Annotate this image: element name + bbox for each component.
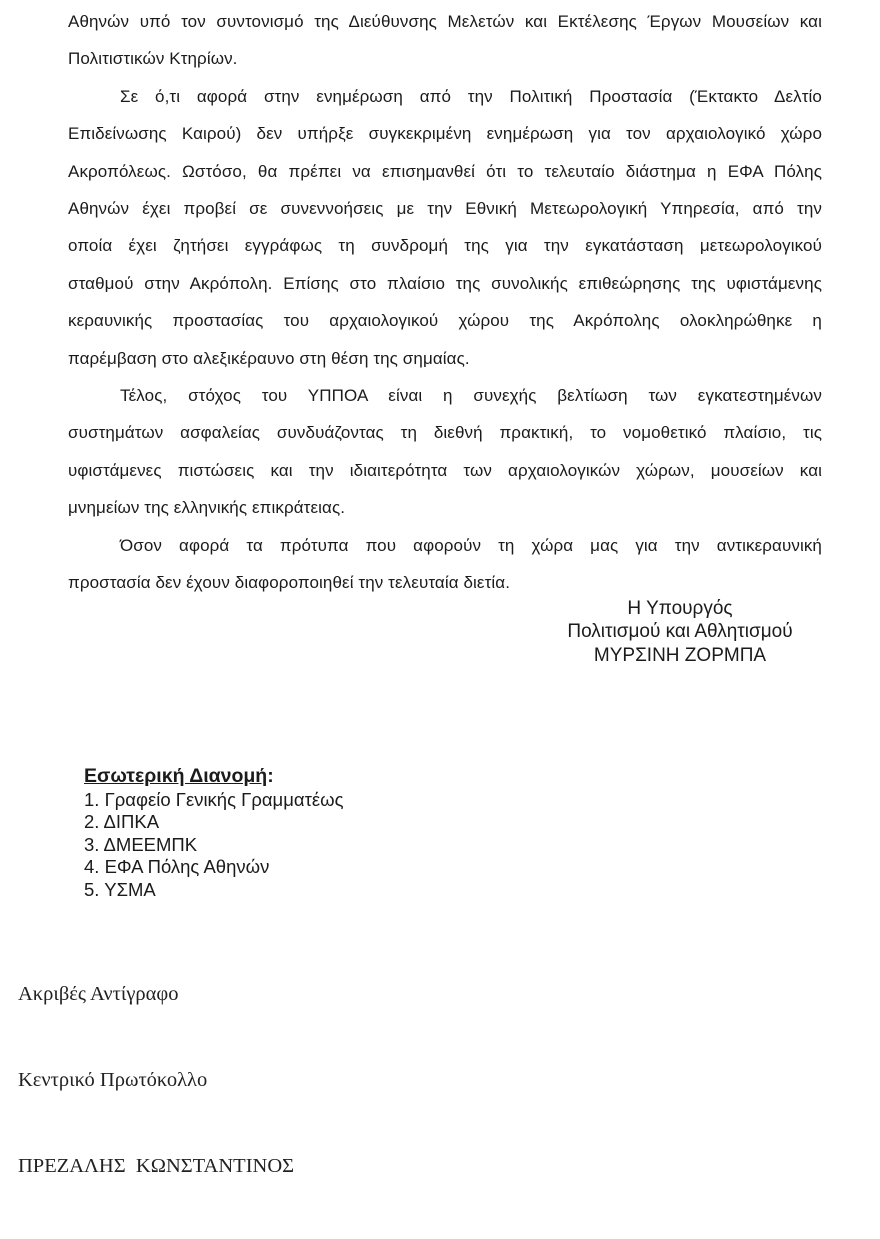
body-line: Όσον αφορά τα πρότυπα που αφορούν τη χώρα μας για την αντικεραυνική [120,535,822,555]
body-line: Αθηνών υπό τον συντονισμό της Διεύθυνσης Μελετών και Εκτέλεσης Έργων Μουσείων και [68,12,822,31]
internal-distribution-heading-text: Εσωτερική Διανομή [84,765,268,787]
body-line: οποία έχει ζητήσει εγγράφως τη συνδρομή της για την εγκατάσταση μετεωρολογικού [68,236,822,256]
signatory-name: ΜΥΡΣΙΝΗ ΖΟΡΜΠΑ [593,644,767,666]
body-line: κεραυνικής προστασίας του αρχαιολογικού χώρου της Ακρόπολης ολοκληρώθηκε η [68,311,822,331]
body-line: παρέμβαση στο αλεξικέραυνο στη θέση της σημαίας. [68,348,470,368]
body-line: υφιστάμενες πιστώσεις και την ιδιαιτερότητα των αρχαιολογικών χώρων, μουσείων και [68,460,822,480]
body-line: Σε ό,τι αφορά στην ενημέρωση από την Πολιτική Προστασία (Έκτακτο Δελτίο [120,86,822,106]
letter-body [68,3,822,602]
body-line: Ακροπόλεως. Ωστόσο, θα πρέπει να επισημανθεί ότι το τελευταίο διάστημα η ΕΦΑ Πόλης [68,161,822,181]
internal-distribution-heading-colon: : [267,765,274,787]
central-protocol-label: Κεντρικό Πρωτόκολλο [18,1068,208,1091]
body-line: μνημείων της ελληνικής επικράτειας. [68,498,346,518]
signature-block [525,597,835,667]
distribution-item: 2. ΔΙΠΚΑ [84,811,160,833]
certifying-officer-name: ΠΡΕΖΑΛΗΣ ΚΩΝΣΤΑΝΤΙΝΟΣ [18,1155,295,1178]
body-line: Επιδείνωσης Καιρού) δεν υπήρξε συγκεκριμένη ενημέρωση για τον αρχαιολογικό χώρο [68,124,822,144]
certification-block [18,922,294,1239]
body-line: Αθηνών έχει προβεί σε συνεννοήσεις με την Εθνική Μετεωρολογική Υπηρεσία, από την [68,199,822,219]
signatory-ministry: Πολιτισμού και Αθλητισμού [567,621,793,643]
certified-copy-label: Ακριβές Αντίγραφο [18,982,179,1005]
distribution-item: 3. ΔΜΕΕΜΠΚ [84,833,198,855]
body-line: Πολιτιστικών Κτηρίων. [68,49,238,69]
distribution-item: 5. ΥΣΜΑ [84,878,156,900]
signatory-role: Η Υπουργός [627,598,733,619]
distribution-item: 4. ΕΦΑ Πόλης Αθηνών [84,856,270,878]
internal-distribution-heading [84,765,344,788]
internal-distribution [84,765,344,901]
body-line: Τέλος, στόχος του ΥΠΠΟΑ είναι η συνεχής βελτίωση των εγκατεστημένων [120,386,822,406]
body-line: προστασία δεν έχουν διαφοροποιηθεί την τελευταία διετία. [68,573,511,593]
body-line: συστημάτων ασφαλείας συνδυάζοντας τη διεθνή πρακτική, το νομοθετικό πλαίσιο, τις [68,423,822,443]
distribution-item: 1. Γραφείο Γενικής Γραμματέως [84,789,344,810]
body-line: σταθμού στην Ακρόπολη. Επίσης στο πλαίσιο της συνολικής επιθεώρησης της υφιστάμενης [68,273,822,293]
